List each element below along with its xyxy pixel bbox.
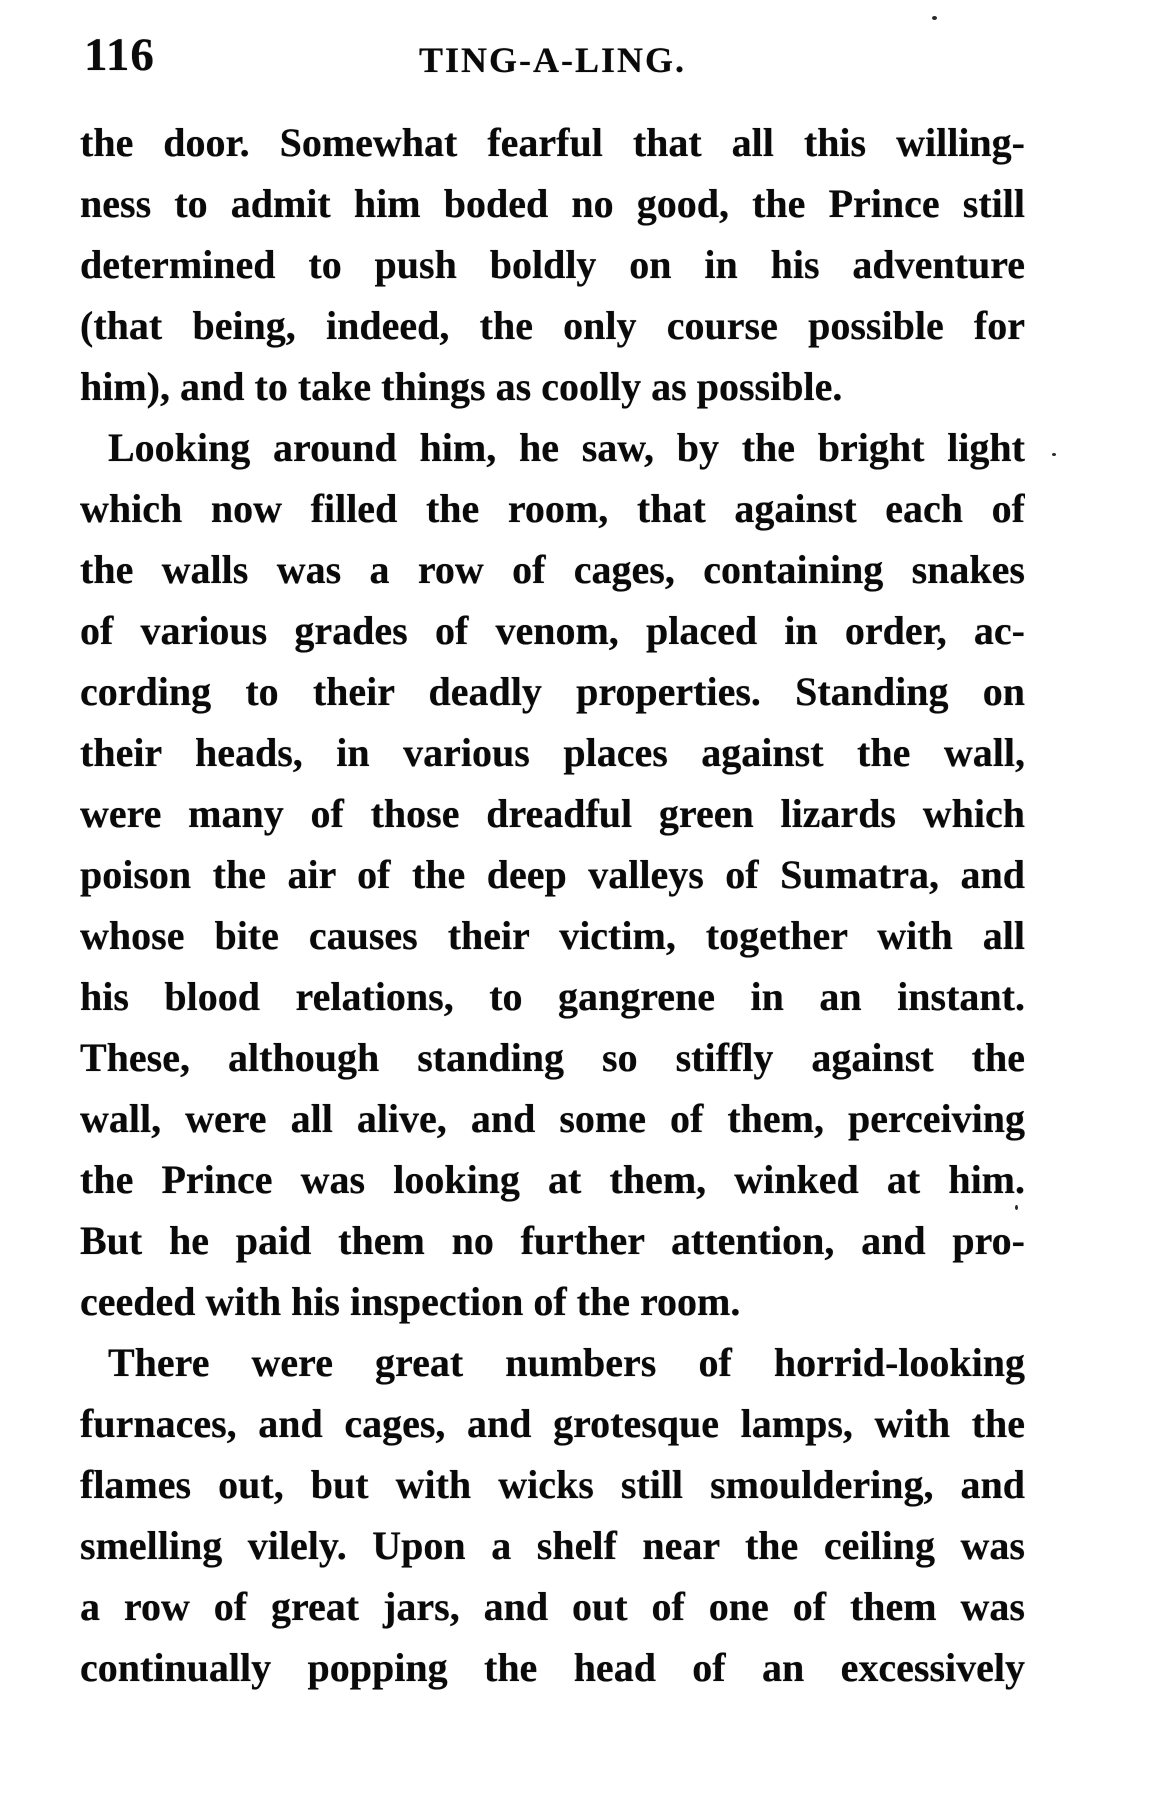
scan-speck (1052, 453, 1056, 456)
text-line: his blood relations, to gangrene in an instant. (80, 974, 1025, 1019)
text-line: the walls was a row of cages, containing snakes (80, 547, 1025, 592)
text-line: whose bite causes their victim, together with all (80, 913, 1025, 958)
text-line: These, although standing so stiffly against the (80, 1035, 1025, 1080)
text-line: were many of those dreadful green lizards which (80, 791, 1025, 836)
running-title: TING-A-LING. (418, 40, 687, 80)
text-line: But he paid them no further attention, and pro- (80, 1218, 1025, 1263)
page-number: 116 (84, 29, 155, 81)
text-line: furnaces, and cages, and grotesque lamps, with the (80, 1401, 1025, 1446)
text-line: continually popping the head of an excessively (80, 1645, 1025, 1690)
text-line: which now filled the room, that against each of (80, 486, 1025, 531)
text-block (80, 112, 1025, 1698)
text-line: the door. Somewhat fearful that all this willing- (80, 120, 1025, 165)
text-line: flames out, but with wicks still smouldering, and (80, 1462, 1025, 1507)
text-line: determined to push boldly on in his adventure (80, 242, 1025, 287)
text-line: Looking around him, he saw, by the bright light (108, 425, 1025, 470)
scan-speck (932, 16, 937, 20)
text-line: There were great numbers of horrid-looking (108, 1340, 1025, 1385)
text-line: cording to their deadly properties. Standing on (80, 669, 1025, 714)
text-line: of various grades of venom, placed in order, ac- (80, 608, 1025, 653)
text-line: the Prince was looking at them, winked at him. (80, 1157, 1025, 1202)
text-line: ness to admit him boded no good, the Prince still (80, 181, 1025, 226)
text-line: him), and to take things as coolly as possible. (80, 364, 843, 409)
text-line: (that being, indeed, the only course possible for (80, 303, 1025, 348)
text-line: ceeded with his inspection of the room. (80, 1279, 741, 1324)
text-line: poison the air of the deep valleys of Sumatra, and (80, 852, 1025, 897)
scan-speck (1015, 1205, 1018, 1210)
text-line: smelling vilely. Upon a shelf near the ceiling was (80, 1523, 1025, 1568)
text-line: their heads, in various places against the wall, (80, 730, 1025, 775)
text-line: a row of great jars, and out of one of them was (80, 1584, 1025, 1629)
text-line: wall, were all alive, and some of them, perceiving (80, 1096, 1025, 1141)
